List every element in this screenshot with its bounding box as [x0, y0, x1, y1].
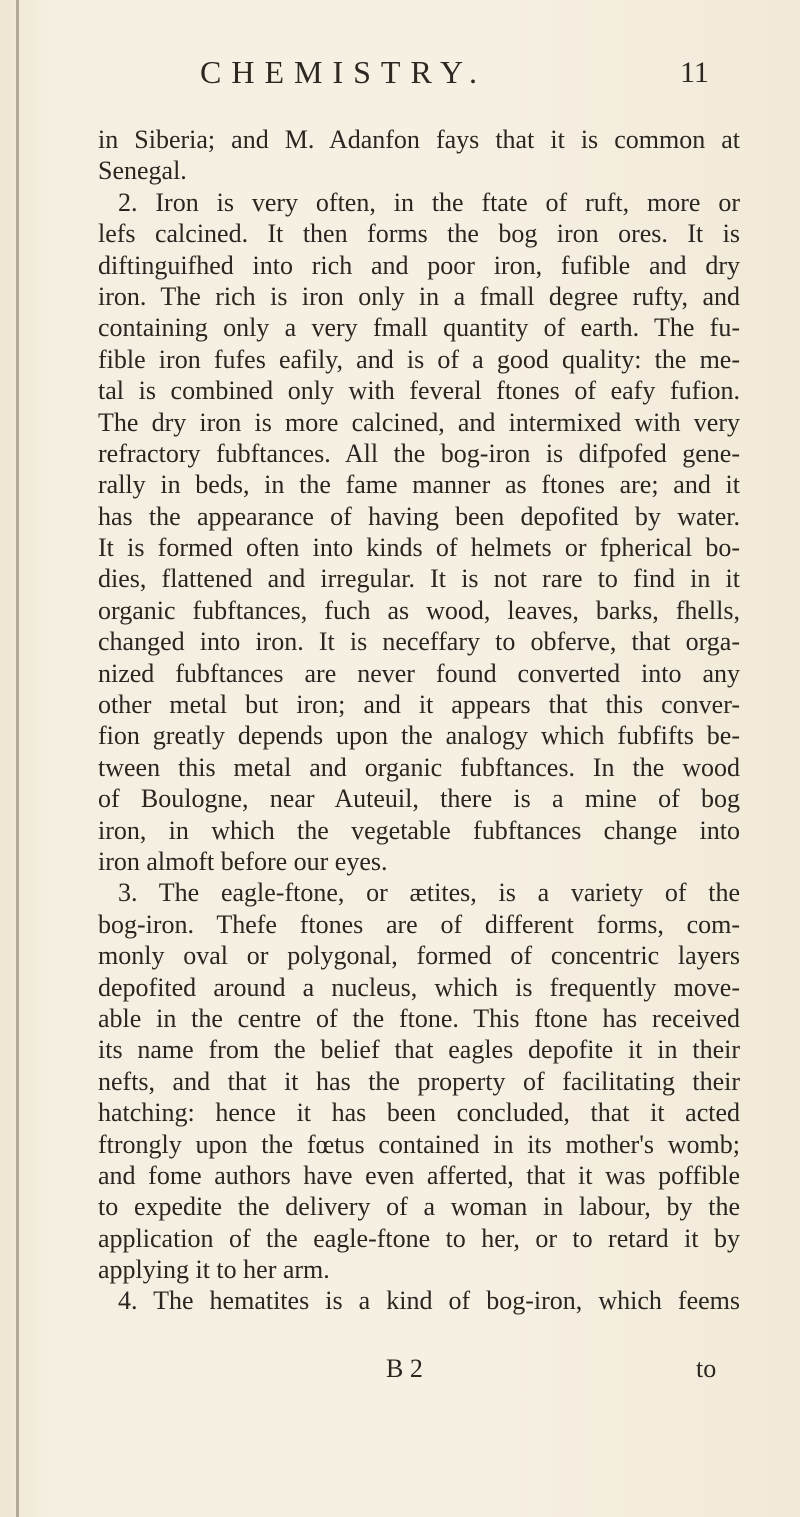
- text-line: 4. The hematites is a kind of bog-iron, which feems: [118, 1286, 740, 1316]
- text-line: in Siberia; and M. Adanfon fays that it is common at: [98, 125, 740, 154]
- page-footer: [0, 1354, 800, 1386]
- text-line: The dry iron is more calcined, and intermixed with very: [98, 407, 740, 437]
- text-line: other metal but iron; and it appears that this conver-: [98, 690, 740, 720]
- text-line: bog-iron. Thefe ftones are of different forms, com-: [98, 909, 740, 939]
- text-line: dies, flattened and irregular. It is not rare to find in it: [98, 564, 740, 594]
- text-line: to expedite the delivery of a woman in labour, by the: [98, 1192, 740, 1222]
- text-line: It is formed often into kinds of helmets or fpherical bo-: [98, 533, 740, 563]
- text-line: depofited around a nucleus, which is frequently move-: [98, 972, 740, 1002]
- text-line: nized fubftances are never found converted into any: [98, 658, 740, 688]
- text-line: and fome authors have even afferted, that it was poffible: [98, 1160, 740, 1190]
- text-line: hatching: hence it has been concluded, that it acted: [98, 1098, 740, 1128]
- text-line: monly oval or polygonal, formed of concentric layers: [98, 941, 740, 971]
- text-line: has the appearance of having been depofited by water.: [98, 501, 740, 531]
- text-line: ftrongly upon the fœtus contained in its mother's womb;: [98, 1129, 740, 1159]
- text-line: iron, in which the vegetable fubftances change into: [98, 815, 740, 845]
- text-line: application of the eagle-ftone to her, or to retard it by: [98, 1223, 740, 1253]
- text-line: nefts, and that it has the property of facilitating their: [98, 1066, 740, 1096]
- text-line: of Boulogne, near Auteuil, there is a mine of bog: [98, 784, 740, 814]
- text-line: refractory fubftances. All the bog-iron is difpofed gene-: [98, 438, 740, 468]
- text-line: iron. The rich is iron only in a fmall degree rufty, and: [98, 281, 740, 311]
- signature-mark: B 2: [386, 1354, 423, 1383]
- running-head: [0, 54, 800, 94]
- text-line: tal is combined only with feveral ftones of eafy fufion.: [98, 376, 740, 406]
- text-line: organic fubftances, fuch as wood, leaves, barks, fhells,: [98, 595, 740, 625]
- text-line: able in the centre of the ftone. This ftone has received: [98, 1003, 740, 1033]
- body-text: [98, 124, 740, 1317]
- text-line: iron almoft before our eyes.: [98, 846, 388, 876]
- page-gutter-edge: [16, 0, 19, 1517]
- text-line: diftinguifhed into rich and poor iron, fufible and dry: [98, 250, 740, 280]
- text-line: changed into iron. It is neceffary to obferve, that orga-: [98, 627, 740, 657]
- running-title: CHEMISTRY.: [200, 54, 488, 90]
- text-line: 3. The eagle-ftone, or ætites, is a variety of the: [118, 878, 740, 908]
- text-line: lefs calcined. It then forms the bog iron ores. It is: [98, 219, 740, 249]
- text-line: Senegal.: [98, 156, 187, 186]
- text-line: 2. Iron is very often, in the ftate of ruft, more or: [118, 187, 740, 217]
- text-line: tween this metal and organic fubftances. In the wood: [98, 752, 740, 782]
- text-line: rally in beds, in the fame manner as ftones are; and it: [98, 470, 740, 500]
- catchword: to: [696, 1354, 717, 1383]
- text-line: applying it to her arm.: [98, 1255, 330, 1285]
- text-line: its name from the belief that eagles depofite it in their: [98, 1035, 740, 1065]
- text-line: fible iron fufes eafily, and is of a good quality: the me-: [98, 344, 740, 374]
- page-number: 11: [680, 56, 709, 89]
- text-line: containing only a very fmall quantity of earth. The fu-: [98, 313, 740, 343]
- text-line: fion greatly depends upon the analogy which fubfifts be-: [98, 721, 740, 751]
